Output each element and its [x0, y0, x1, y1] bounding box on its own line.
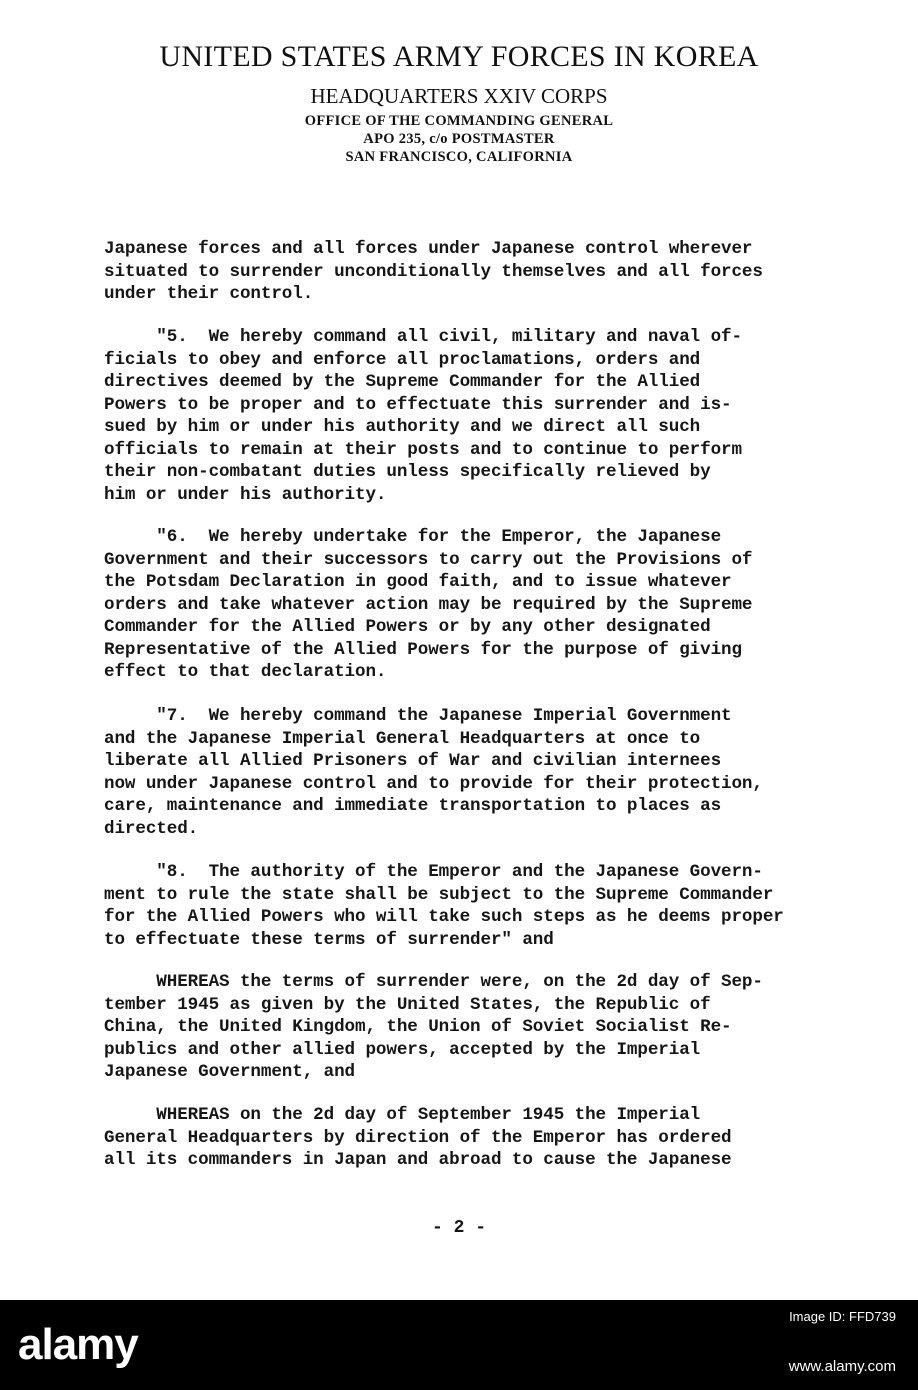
letterhead-subtitle: HEADQUARTERS XXIV CORPS	[310, 84, 608, 108]
footer-url: www.alamy.com	[788, 1358, 896, 1375]
letterhead-title: UNITED STATES ARMY FORCES IN KOREA	[159, 40, 759, 73]
body-paragraph: "5. We hereby command all civil, military and naval of- ficials to obey and enforce all proclamations, orders and directives deemed by the Supreme Commander for the Allied Powers to be proper and to effectuate this surrender and is- sued by him or under his authority and we direct all such officials to remain at their posts and to continue to perform their non-combatant duties unless specifically relieved by him or under his authority.	[104, 327, 742, 505]
body-paragraph: "8. The authority of the Emperor and the Japanese Govern- ment to rule the state shall be subject to the Supreme Commander for the Allied Powers who will take such steps as he deems proper to effectuate these terms of surrender" and	[104, 862, 784, 950]
alamy-logo: alamy	[18, 1320, 138, 1369]
body-paragraph: WHEREAS the terms of surrender were, on the 2d day of Sep- tember 1945 as given by the United States, the Republic of China, the United Kingdom, the Union of Soviet Socialist Re- publics and other allied powers, accepted by the Imperial Japanese Government, and	[104, 972, 763, 1082]
stock-footer-bar	[0, 1300, 918, 1390]
image-id: Image ID: FFD739	[789, 1309, 896, 1324]
page-number: - 2 -	[431, 1218, 486, 1238]
body-paragraph: Japanese forces and all forces under Japanese control wherever situated to surrender unconditionally themselves and all forces under their control.	[104, 239, 763, 304]
body-paragraph: WHEREAS on the 2d day of September 1945 the Imperial General Headquarters by direction of the Emperor has ordered all its commanders in Japan and abroad to cause the Japanese	[104, 1105, 732, 1170]
body-paragraph: "7. We hereby command the Japanese Imperial Government and the Japanese Imperial General Headquarters at once to liberate all Allied Prisoners of War and civilian internees now under Japanese control and to provide for their protection, care, maintenance and immediate transportation to places as directed.	[104, 706, 763, 839]
letterhead-office: OFFICE OF THE COMMANDING GENERAL APO 235, c/o POSTMASTER SAN FRANCISCO, CALIFORNIA	[304, 113, 614, 165]
body-paragraph: "6. We hereby undertake for the Emperor, the Japanese Government and their successors to carry out the Provisions of the Potsdam Declaration in good faith, and to issue whatever orders and take whatever action may be required by the Supreme Commander for the Allied Powers or by any other designated Representative of the Allied Powers for the purpose of giving effect to that declaration.	[104, 527, 753, 682]
